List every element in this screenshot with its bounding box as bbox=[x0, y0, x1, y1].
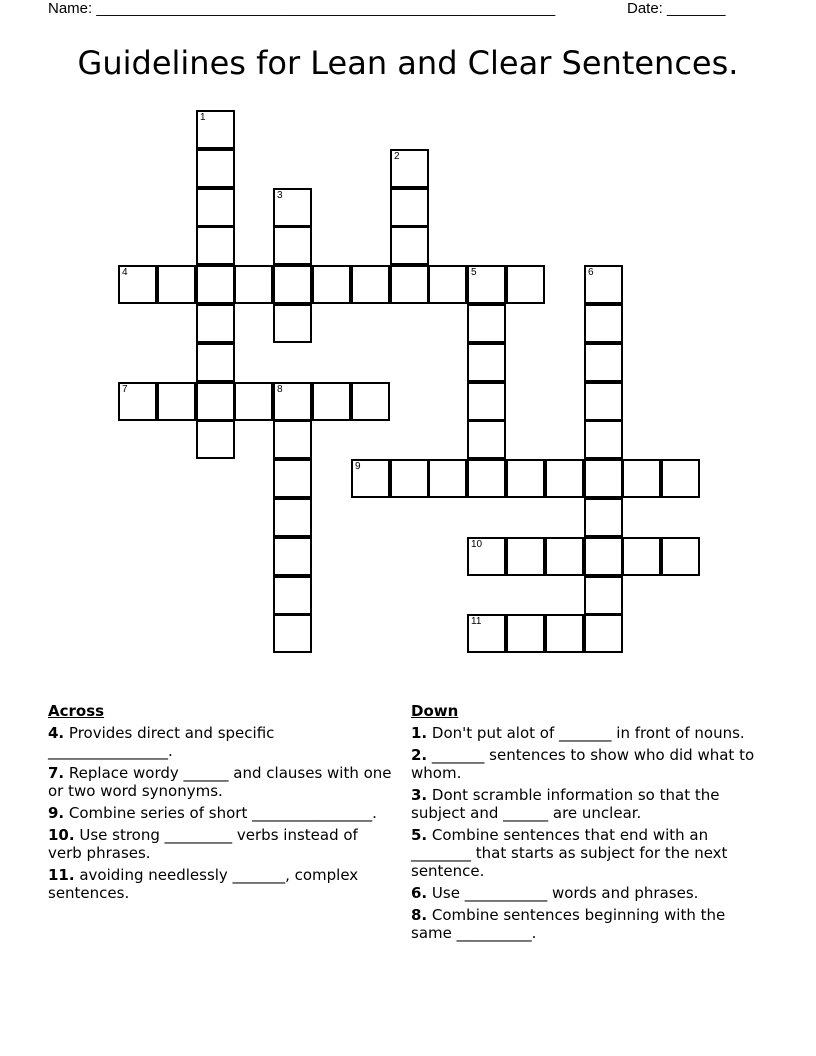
clue-number-label: 2. bbox=[411, 746, 428, 764]
clue-number-label: 8. bbox=[411, 906, 428, 924]
page-title: Guidelines for Lean and Clear Sentences. bbox=[77, 44, 739, 82]
down-clue bbox=[411, 746, 761, 782]
grid-cell[interactable] bbox=[467, 537, 506, 576]
grid-cell[interactable] bbox=[584, 498, 623, 537]
grid-cell[interactable] bbox=[467, 343, 506, 382]
clue-number-label: 9. bbox=[48, 804, 65, 822]
down-clue bbox=[411, 724, 761, 742]
grid-cell[interactable] bbox=[196, 110, 235, 149]
grid-cell[interactable] bbox=[584, 537, 623, 576]
down-clue bbox=[411, 906, 761, 942]
clue-number: 9 bbox=[355, 461, 361, 472]
clue-number: 10 bbox=[471, 539, 483, 550]
grid-cell[interactable] bbox=[196, 188, 235, 227]
clue-number: 4 bbox=[122, 267, 128, 278]
clue-text: Use ___________ words and phrases. bbox=[427, 884, 699, 902]
grid-cell[interactable] bbox=[622, 537, 661, 576]
clue-number-label: 1. bbox=[411, 724, 428, 742]
clue-text: Combine series of short ________________. bbox=[64, 804, 377, 822]
grid-cell[interactable] bbox=[273, 420, 312, 459]
name-field-label[interactable]: Name: _______________________________________________________ bbox=[48, 0, 556, 17]
grid-cell[interactable] bbox=[273, 537, 312, 576]
grid-cell[interactable] bbox=[273, 304, 312, 343]
grid-cell[interactable] bbox=[506, 537, 545, 576]
grid-cell[interactable] bbox=[118, 382, 157, 421]
grid-cell[interactable] bbox=[390, 188, 429, 227]
grid-cell[interactable] bbox=[273, 498, 312, 537]
grid-cell[interactable] bbox=[545, 459, 584, 498]
grid-cell[interactable] bbox=[351, 265, 390, 304]
clue-number-label: 11. bbox=[48, 866, 75, 884]
grid-cell[interactable] bbox=[467, 420, 506, 459]
grid-cell[interactable] bbox=[467, 304, 506, 343]
down-heading: Down bbox=[411, 702, 459, 720]
grid-cell[interactable] bbox=[584, 614, 623, 653]
grid-cell[interactable] bbox=[234, 265, 273, 304]
across-heading: Across bbox=[48, 702, 105, 720]
grid-cell[interactable] bbox=[273, 382, 312, 421]
clue-number-label: 10. bbox=[48, 826, 75, 844]
across-clue bbox=[48, 724, 396, 760]
clue-text: Provides direct and specific ________________. bbox=[48, 724, 275, 760]
grid-cell[interactable] bbox=[118, 265, 157, 304]
grid-cell[interactable] bbox=[390, 265, 429, 304]
across-clue bbox=[48, 866, 396, 902]
grid-cell[interactable] bbox=[351, 459, 390, 498]
grid-cell[interactable] bbox=[584, 343, 623, 382]
grid-cell[interactable] bbox=[584, 304, 623, 343]
grid-cell[interactable] bbox=[312, 382, 351, 421]
grid-cell[interactable] bbox=[467, 382, 506, 421]
grid-cell[interactable] bbox=[467, 614, 506, 653]
across-clue bbox=[48, 804, 396, 822]
grid-cell[interactable] bbox=[196, 149, 235, 188]
grid-cell[interactable] bbox=[661, 537, 700, 576]
grid-cell[interactable] bbox=[196, 304, 235, 343]
grid-cell[interactable] bbox=[584, 420, 623, 459]
clue-text: avoiding needlessly _______, complex sentences. bbox=[48, 866, 359, 902]
grid-cell[interactable] bbox=[390, 149, 429, 188]
grid-cell[interactable] bbox=[273, 459, 312, 498]
clue-number-label: 3. bbox=[411, 786, 428, 804]
clue-number-label: 4. bbox=[48, 724, 65, 742]
grid-cell[interactable] bbox=[584, 265, 623, 304]
clue-number: 3 bbox=[277, 190, 283, 201]
clue-text: _______ sentences to show who did what to whom. bbox=[411, 746, 755, 782]
down-clue bbox=[411, 786, 761, 822]
clue-number: 11 bbox=[471, 616, 482, 627]
date-field-label[interactable]: Date: _______ bbox=[627, 0, 726, 17]
clue-number: 6 bbox=[588, 267, 594, 278]
grid-cell[interactable] bbox=[428, 265, 467, 304]
grid-cell[interactable] bbox=[622, 459, 661, 498]
across-clue-list bbox=[48, 724, 396, 902]
clue-text: Replace wordy ______ and clauses with one or two word synonyms. bbox=[48, 764, 392, 800]
grid-cell[interactable] bbox=[506, 614, 545, 653]
grid-cell[interactable] bbox=[196, 420, 235, 459]
clue-text: Don't put alot of _______ in front of nouns. bbox=[427, 724, 745, 742]
clue-text: Dont scramble information so that the subject and ______ are unclear. bbox=[411, 786, 720, 822]
grid-cell[interactable] bbox=[273, 614, 312, 653]
clue-number: 7 bbox=[122, 384, 128, 395]
grid-cell[interactable] bbox=[196, 382, 235, 421]
clue-number-label: 7. bbox=[48, 764, 65, 782]
grid-cell[interactable] bbox=[545, 537, 584, 576]
grid-cell[interactable] bbox=[234, 382, 273, 421]
grid-cell[interactable] bbox=[467, 459, 506, 498]
down-clue bbox=[411, 884, 761, 902]
grid-cell[interactable] bbox=[196, 226, 235, 265]
down-clue bbox=[411, 826, 761, 880]
grid-cell[interactable] bbox=[506, 459, 545, 498]
grid-cell[interactable] bbox=[661, 459, 700, 498]
clue-number-label: 6. bbox=[411, 884, 428, 902]
grid-cell[interactable] bbox=[584, 459, 623, 498]
clue-text: Combine sentences that end with an ________ that starts as subject for the next sentence. bbox=[411, 826, 728, 880]
grid-cell[interactable] bbox=[390, 459, 429, 498]
grid-cell[interactable] bbox=[157, 382, 196, 421]
across-clue bbox=[48, 826, 396, 862]
clue-text: Use strong _________ verbs instead of verb phrases. bbox=[48, 826, 358, 862]
down-clue-list bbox=[411, 724, 761, 942]
grid-cell[interactable] bbox=[467, 265, 506, 304]
grid-cell[interactable] bbox=[157, 265, 196, 304]
grid-cell[interactable] bbox=[196, 343, 235, 382]
grid-cell[interactable] bbox=[351, 382, 390, 421]
grid-cell[interactable] bbox=[273, 576, 312, 615]
clue-number: 5 bbox=[471, 267, 477, 278]
across-clues bbox=[48, 702, 396, 906]
grid-cell[interactable] bbox=[312, 265, 351, 304]
down-clues bbox=[411, 702, 761, 946]
clue-number: 2 bbox=[394, 151, 400, 162]
grid-cell[interactable] bbox=[273, 188, 312, 227]
grid-cell[interactable] bbox=[196, 265, 235, 304]
grid-cell[interactable] bbox=[273, 226, 312, 265]
grid-cell[interactable] bbox=[545, 614, 584, 653]
across-clue bbox=[48, 764, 396, 800]
grid-cell[interactable] bbox=[273, 265, 312, 304]
grid-cell[interactable] bbox=[584, 576, 623, 615]
grid-cell[interactable] bbox=[390, 226, 429, 265]
clue-text: Combine sentences beginning with the same __________. bbox=[411, 906, 726, 942]
clue-number: 1 bbox=[200, 112, 206, 123]
grid-cell[interactable] bbox=[506, 265, 545, 304]
grid-cell[interactable] bbox=[428, 459, 467, 498]
clue-number: 8 bbox=[277, 384, 283, 395]
clue-number-label: 5. bbox=[411, 826, 428, 844]
grid-cell[interactable] bbox=[584, 382, 623, 421]
